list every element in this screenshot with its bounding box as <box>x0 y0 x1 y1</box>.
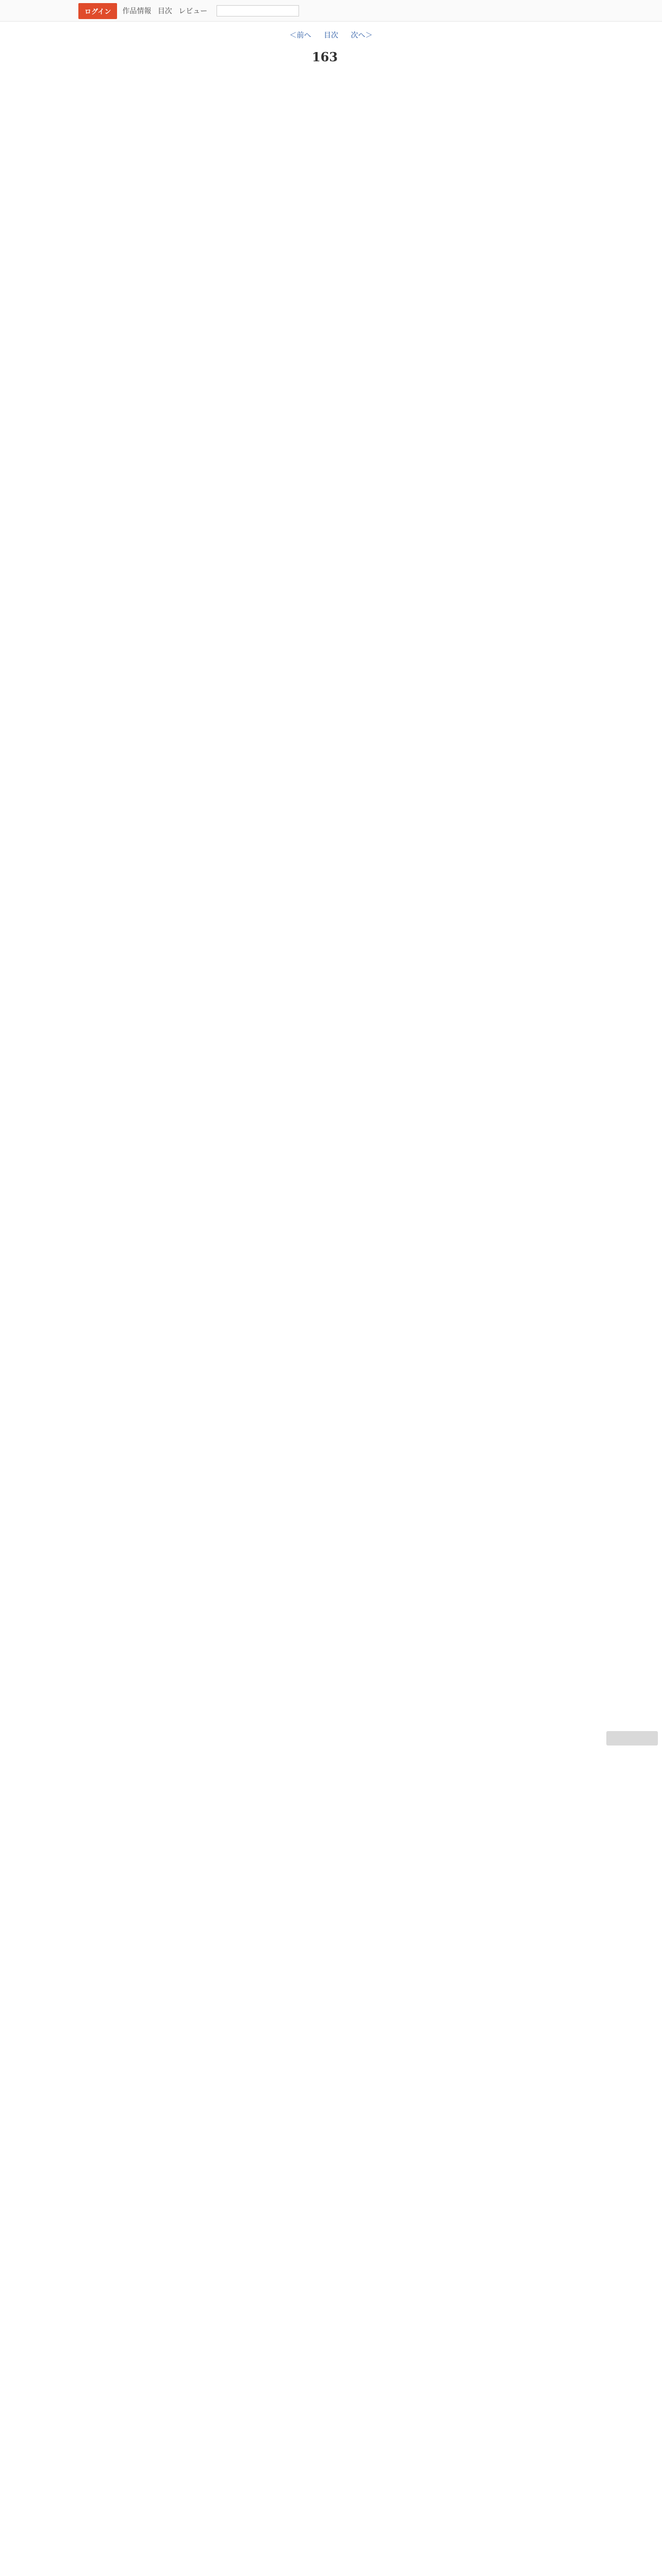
body-paragraph <box>120 1473 542 1497</box>
top-nav <box>122 6 211 16</box>
body-paragraph <box>120 372 542 396</box>
body-paragraph <box>120 788 542 811</box>
body-paragraph <box>120 1441 542 1465</box>
body-paragraph <box>120 1888 542 1912</box>
body-paragraph <box>120 660 542 684</box>
body-paragraph <box>120 1601 542 1624</box>
body-paragraph <box>120 1633 542 1656</box>
body-paragraph <box>120 1185 542 1209</box>
body-paragraph <box>120 436 542 460</box>
body-paragraph <box>120 1281 542 1305</box>
body-paragraph <box>120 1984 542 2008</box>
body-paragraph <box>120 947 542 971</box>
nav-review[interactable]: レビュー <box>178 7 208 15</box>
body-paragraph <box>120 596 542 620</box>
body-paragraph <box>120 1377 542 1401</box>
body-paragraph <box>120 532 542 556</box>
body-paragraph <box>120 724 542 748</box>
body-paragraph <box>120 1569 542 1592</box>
next-link[interactable]: 次へ＞ <box>351 31 373 40</box>
episode-number: 163 <box>311 49 338 64</box>
body-paragraph <box>120 1792 542 1816</box>
episode-body <box>120 85 542 2008</box>
body-paragraph <box>120 628 542 652</box>
body-paragraph <box>120 277 542 300</box>
body-paragraph <box>120 1090 542 1113</box>
body-paragraph <box>120 149 542 173</box>
body-paragraph <box>120 884 542 907</box>
body-paragraph <box>120 852 542 875</box>
nav-work-info[interactable]: 作品情報 <box>122 7 152 15</box>
body-paragraph <box>120 213 542 236</box>
body-paragraph <box>120 1154 542 1177</box>
body-paragraph <box>120 1409 542 1433</box>
body-paragraph <box>120 500 542 524</box>
body-paragraph <box>120 820 542 843</box>
body-paragraph <box>120 1697 542 1720</box>
body-paragraph <box>120 916 542 939</box>
body-paragraph <box>120 1920 542 1944</box>
nav-toc[interactable]: 目次 <box>157 7 172 15</box>
body-paragraph <box>120 181 542 205</box>
top-bar <box>0 0 662 22</box>
body-paragraph <box>120 1011 542 1035</box>
chapter-pager <box>78 30 584 40</box>
body-paragraph <box>120 85 542 109</box>
float-button[interactable] <box>606 1731 658 1745</box>
body-paragraph <box>120 1249 542 1273</box>
body-paragraph <box>120 1313 542 1337</box>
body-paragraph <box>120 1505 542 1529</box>
search-input[interactable] <box>217 5 299 16</box>
body-paragraph <box>120 1665 542 1688</box>
body-paragraph <box>120 1122 542 1145</box>
body-paragraph <box>120 979 542 1003</box>
body-paragraph <box>120 245 542 268</box>
body-paragraph <box>120 564 542 588</box>
body-paragraph <box>120 309 542 332</box>
body-paragraph <box>120 1537 542 1561</box>
body-paragraph <box>120 404 542 428</box>
body-paragraph <box>120 1760 542 1784</box>
episode-heading <box>78 49 584 64</box>
body-paragraph <box>120 1058 542 1081</box>
body-paragraph <box>120 692 542 716</box>
login-button[interactable]: ログイン <box>78 3 117 19</box>
body-paragraph <box>120 756 542 779</box>
body-paragraph <box>120 1217 542 1241</box>
body-paragraph <box>120 1728 542 1752</box>
body-paragraph <box>120 468 542 492</box>
body-paragraph <box>120 117 542 141</box>
body-paragraph <box>120 341 542 364</box>
index-link[interactable]: 目次 <box>324 31 338 40</box>
body-paragraph <box>120 1345 542 1369</box>
body-paragraph <box>120 1824 542 1848</box>
body-paragraph <box>120 1952 542 1976</box>
prev-link[interactable]: ＜前へ <box>289 31 311 40</box>
body-paragraph <box>120 1856 542 1880</box>
